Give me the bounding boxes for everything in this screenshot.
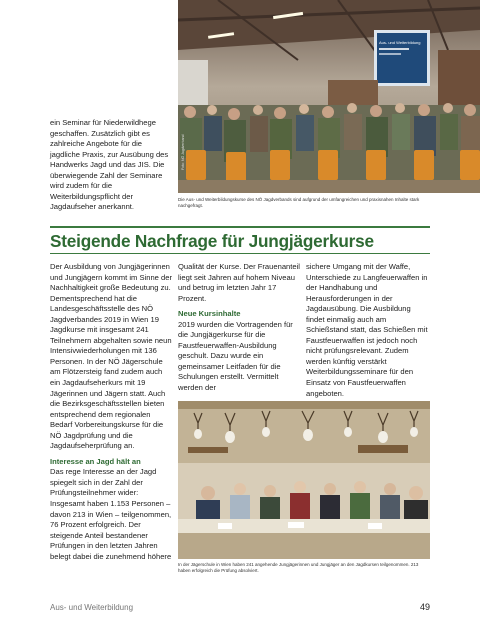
col2-paragraph-1: Qualität der Kurse. Der Frauenanteil liegt seit Jahren auf hohem Niveau und betrug im letzten Jahr 17 Prozent. bbox=[178, 262, 300, 303]
footer-section-label: Aus- und Weiterbildung bbox=[50, 603, 134, 612]
col1-subheading: Interesse an Jagd hält an bbox=[50, 456, 141, 466]
photo-credit: Foto: NÖ Jagdverband bbox=[181, 134, 185, 170]
page-number: 49 bbox=[419, 602, 430, 612]
col1-paragraph-2: Das rege Interesse an der Jagd spiegelt sich in der Zahl der Prüfungsteilnehmer wider: Insgesamt haben 1.153 Personen – davon 213 in Wien – teilgenommen, 76 Prozent erfolgreich. Der steigende Anteil bestandener Prüfungen in den letzten Jahren belegt dabei die zunehmend höhere bbox=[50, 467, 172, 561]
col1-paragraph-1: Der Ausbildung von Jungjägerinnen und Jungjägern kommt im Sinne der Nachhaltigkeit große Bedeutung zu. Dementsprechend hat die Landesgeschäftsstelle des NÖ Jagdverbandes 2019 in Wien 19 Jagdkurse mit insgesamt 241 Teilnehmern abgehalten sowie neun Intensivwiederholungen mit 136 Personen. In der NÖ Jägerschule am Flötzersteig fand zudem auch ein Jagdaufseherkurs mit 19 Jägerinnen und Jägern statt. Auch die Bezirksgeschäftsstellen bieten entsprechend dem regionalen Bedarf Vorbereitungskurse für die NÖ Jagdprüfung und die Jagdaufseherprüfung an. bbox=[50, 262, 172, 451]
seminar-photo-image bbox=[178, 0, 480, 193]
text-column-1 bbox=[50, 262, 172, 562]
intro-paragraph: ein Seminar für Niederwildhege geschaffen. Zusätzlich gibt es zahlreiche Angebote für die jagdliche Praxis, zur Ausübung des Handwerks Jagd und das JIS. Die überwiegende Zahl der Seminare wird zudem für die Weiterbildungspflicht der Jagdaufseher anerkannt. bbox=[50, 118, 169, 212]
classroom-photo bbox=[178, 401, 430, 559]
title-rule-bottom bbox=[50, 253, 430, 254]
title-rule-top bbox=[50, 226, 430, 228]
text-column-3 bbox=[306, 262, 428, 399]
seminar-photo bbox=[178, 0, 480, 193]
text-column-2 bbox=[178, 262, 300, 394]
seminar-photo-caption: Die Aus- und Weiterbildungskurse des NÖ Jagdverbands sind aufgrund der umfangreichen und praxisnahen Inhalte stark nachgefragt. bbox=[178, 197, 420, 208]
col3-paragraph-1: sichere Umgang mit der Waffe, Unterschiede zu Langfeuerwaffen in der Handhabung und Herausforderungen in der Jagdausübung. Die Ausbildung findet einmalig auch am Schießstand statt, das Schießen mit Faustfeuerwaffen ist jedoch noch nicht prüfungsrelevant. Zudem werden künftig verstärkt Weiterbildungsseminare für den Einsatz von Faustfeuerwaffen angeboten. bbox=[306, 262, 428, 398]
section-title: Steigende Nachfrage für Jungjägerkurse bbox=[50, 231, 374, 251]
slide-text: Aus- und Weiterbildung bbox=[379, 40, 421, 45]
classroom-photo-image bbox=[178, 401, 430, 559]
col2-paragraph-2: 2019 wurden die Vortragenden für die Jungjägerkurse für die Faustfeuerwaffen-Ausbildung geschult. Dazu wurde ein gemeinsamer Leitfaden für die Schulungen erstellt. Vermittelt werden der bbox=[178, 319, 293, 393]
col2-subheading: Neue Kursinhalte bbox=[178, 309, 241, 319]
classroom-photo-caption: In der Jägerschule in Wien haben 241 angehende Jungjägerinnen und Jungjäger an den Jagdkursen teilgenommen. 213 haben erfolgreich die Prüfung absolviert. bbox=[178, 562, 419, 573]
